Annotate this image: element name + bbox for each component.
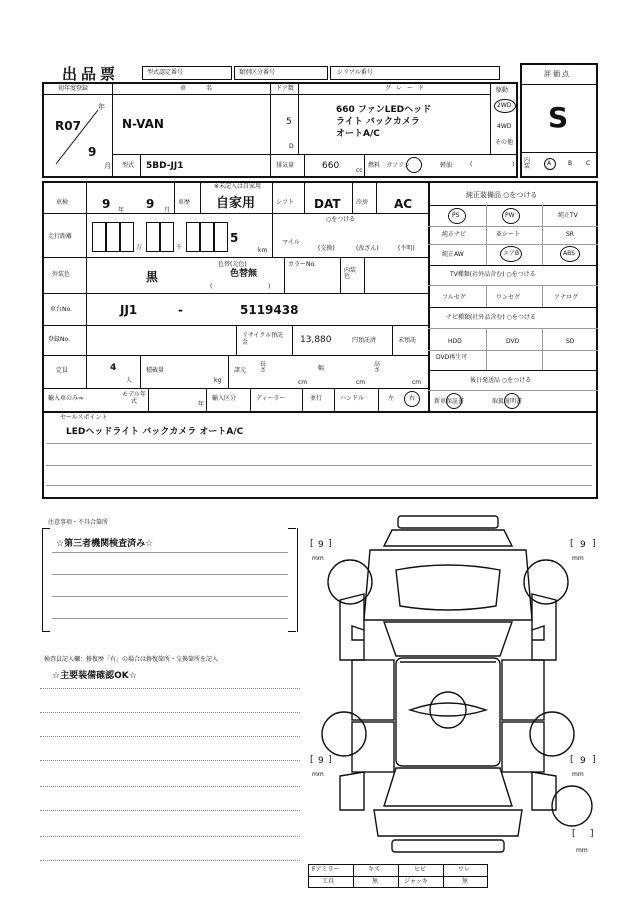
model-cert-box: 型式認定番号 bbox=[142, 66, 232, 80]
first-reg-label: 初年度登録 bbox=[58, 85, 89, 92]
page-title: 出品票 bbox=[62, 65, 120, 83]
inspector-text: ☆主要装備確認OK☆ bbox=[52, 671, 137, 681]
inspection-year: 9 bbox=[102, 197, 111, 211]
chassis-number: 5119438 bbox=[240, 303, 299, 317]
inspection-month: 9 bbox=[146, 197, 155, 211]
exterior-color: 黒 bbox=[146, 270, 159, 284]
tire-rr-depth: 9 bbox=[580, 756, 586, 766]
ac-type: AC bbox=[394, 197, 413, 211]
tire-fl-depth: 9 bbox=[318, 540, 324, 550]
model-code: 5BD-JJ1 bbox=[146, 161, 184, 171]
color-change: 色替無 bbox=[230, 269, 258, 279]
shift-type: DAT bbox=[314, 197, 341, 211]
fuel-type: ガソリン bbox=[386, 162, 411, 169]
grade-line-2: ライト バックカメラ bbox=[336, 117, 420, 127]
first-reg-year: R07 bbox=[55, 119, 81, 133]
date-slash bbox=[50, 98, 108, 174]
score-value: S bbox=[548, 101, 569, 134]
tire-rl-depth: 9 bbox=[318, 756, 324, 766]
grade-line-1: 660 ファンLEDヘッド bbox=[336, 105, 432, 115]
grade-line-3: オートA/C bbox=[336, 129, 380, 139]
fuel-circle bbox=[406, 157, 422, 173]
capacity: 4 bbox=[110, 363, 117, 373]
door-count: 5 bbox=[286, 117, 292, 127]
notes-text: ☆第三者機関検査済み☆ bbox=[56, 539, 154, 549]
first-reg-month: 9 bbox=[88, 145, 97, 159]
category-no-box: 類別区分番号 bbox=[234, 66, 328, 80]
displacement: 660 bbox=[322, 161, 340, 171]
recycle-value: 13,880 bbox=[300, 335, 332, 345]
serial-no-box: シリアル番号 bbox=[330, 66, 500, 80]
chassis-prefix: JJ1 bbox=[120, 303, 138, 317]
car-damage-diagram bbox=[300, 510, 600, 870]
mileage-digit: 5 bbox=[230, 231, 239, 245]
car-name: N-VAN bbox=[122, 117, 164, 131]
sales-point-text: LEDヘッドライト バックカメラ オートA/C bbox=[66, 427, 244, 437]
tire-fr-depth: 9 bbox=[580, 540, 586, 550]
usage-type: 自家用 bbox=[216, 196, 256, 211]
